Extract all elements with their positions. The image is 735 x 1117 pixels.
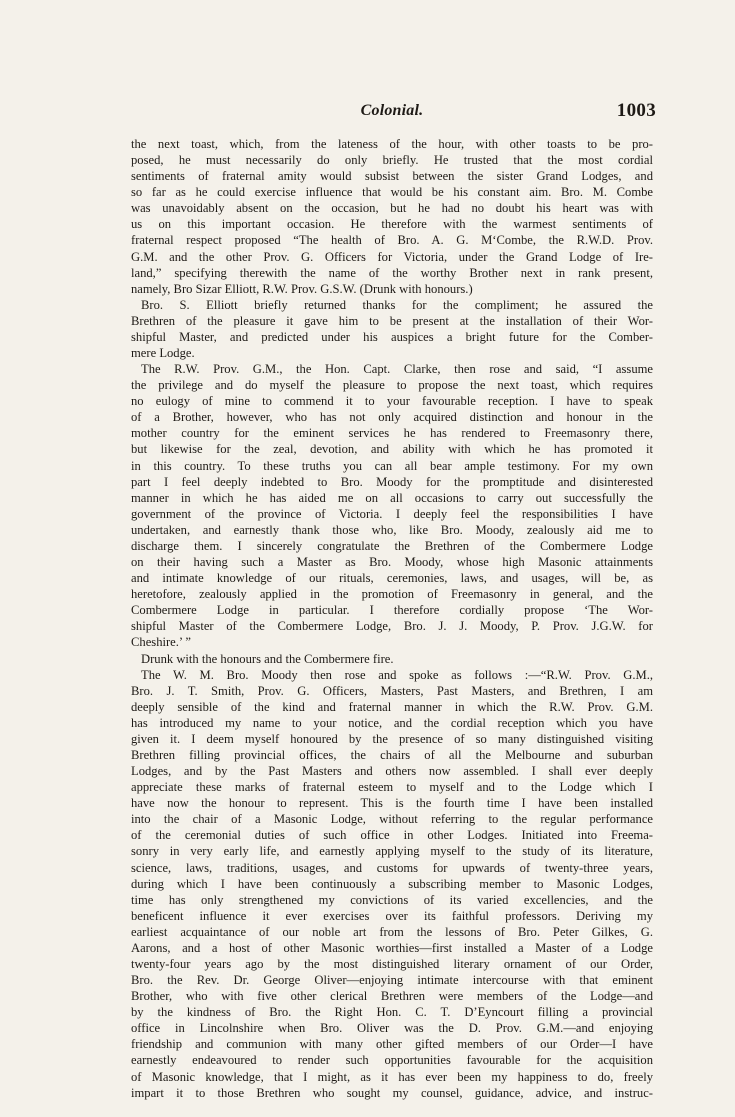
- text-line: have now the honour to represent. This is the fourth time I have been installed: [131, 796, 653, 811]
- text-line: on their having such a Master as Bro. Moody, whose high Masonic attainments: [131, 555, 653, 570]
- text-line: land,” specifying therewith the name of the worthy Brother next in rank present,: [131, 265, 653, 280]
- text-line: discharge them. I sincerely congratulate the Brethren of the Combermere Lodge: [131, 538, 653, 553]
- text-line: earliest acquaintance of our noble art from the lessons of Bro. Peter Gilkes, G.: [131, 924, 653, 939]
- text-line: impart it to those Brethren who sought my counsel, guidance, advice, and instruc-: [131, 1085, 653, 1100]
- text-line: by the kindness of Bro. the Right Hon. C. T. D’Eyncourt filling a provincial: [131, 1005, 653, 1020]
- text-line: fraternal respect proposed “The health of Bro. A. G. M‘Combe, the R.W.D. Prov.: [131, 233, 653, 248]
- text-line: posed, he must necessarily do only briefly. He trusted that the most cordial: [131, 153, 653, 168]
- text-line: Brethren filling provincial offices, the chairs of all the Melbourne and suburban: [131, 747, 653, 762]
- text-line: beneficent influence it ever exercises over its faithful professors. Deriving my: [131, 908, 653, 923]
- text-line: was unavoidably absent on the occasion, but he had no doubt his heart was with: [131, 201, 653, 216]
- text-line: government of the province of Victoria. I deeply feel the responsibilities I have: [131, 506, 653, 521]
- body-text: [131, 136, 653, 1101]
- text-line: shipful Master of the Combermere Lodge, Bro. J. J. Moody, P. Prov. J.G.W. for: [131, 619, 653, 634]
- text-line: Lodges, and by the Past Masters and others now assembled. I shall ever deeply: [131, 764, 653, 779]
- text-line: Cheshire.’ ”: [131, 635, 191, 650]
- text-line: so far as he could exercise influence that would be his constant aim. Bro. M. Combe: [131, 185, 653, 200]
- text-line: Bro. S. Elliott briefly returned thanks for the compliment; he assured the: [141, 297, 653, 312]
- text-line: namely, Bro Sizar Elliott, R.W. Prov. G.S.W. (Drunk with honours.): [131, 281, 473, 296]
- text-line: heretofore, zealously applied in the promotion of Freemasonry in general, and the: [131, 587, 653, 602]
- text-line: office in Lincolnshire when Bro. Oliver was the D. Prov. G.M.—and enjoying: [131, 1021, 653, 1036]
- text-line: the privilege and do myself the pleasure to propose the next toast, which requires: [131, 378, 653, 393]
- text-line: deeply sensible of the kind and fraternal manner in which the R.W. Prov. G.M.: [131, 699, 653, 714]
- text-line: mother country for the eminent services he has rendered to Freemasonry there,: [131, 426, 653, 441]
- text-line: time has only strengthened my convictions of its varied excellencies, and the: [131, 892, 653, 907]
- page-number: 1003: [616, 100, 656, 121]
- text-line: Brethren of the pleasure it gave him to be present at the installation of their Wor-: [131, 313, 653, 328]
- text-line: twenty-four years ago by the most distinguished literary ornament of our Order,: [131, 956, 653, 971]
- text-line: manner in which he has aided me on all occasions to carry out successfully the: [131, 490, 653, 505]
- text-line: shipful Master, and predicted under his auspices a bright future for the Comber-: [131, 329, 653, 344]
- text-line: of Masonic knowledge, that I might, as it has ever been my happiness to do, freely: [131, 1069, 653, 1084]
- text-line: Brother, who with five other clerical Brethren were members of the Lodge—and: [131, 989, 653, 1004]
- text-line: appreciate these marks of fraternal esteem to myself and to the Lodge which I: [131, 780, 653, 795]
- text-line: and intimate knowledge of our rituals, ceremonies, laws, and usages, will be, as: [131, 571, 653, 586]
- text-line: sentiments of fraternal amity would subsist between the sister Grand Lodges, and: [131, 169, 653, 184]
- text-line: The R.W. Prov. G.M., the Hon. Capt. Clarke, then rose and said, “I assume: [141, 362, 653, 377]
- text-line: mere Lodge.: [131, 346, 195, 361]
- text-line: of the ceremonial duties of such office in other Lodges. Initiated into Freema-: [131, 828, 653, 843]
- text-line: sonry in very early life, and earnestly applying myself to the study of its literature,: [131, 844, 653, 859]
- text-line: of a Brother, however, who has not only acquired distinction and honour in the: [131, 410, 653, 425]
- text-line: earnestly endeavoured to render such opportunities favourable for the acquisition: [131, 1053, 653, 1068]
- text-line: friendship and communion with many other gifted members of our Order—I have: [131, 1037, 653, 1052]
- text-line: science, laws, traditions, usages, and customs for upwards of twenty-three years,: [131, 860, 653, 875]
- text-line: into the chair of a Masonic Lodge, without referring to the regular performance: [131, 812, 653, 827]
- text-line: in this country. To these truths you can all bear ample testimony. For my own: [131, 458, 653, 473]
- text-line: undertaken, and earnestly thank those who, like Bro. Moody, zealously aid me to: [131, 522, 653, 537]
- text-line: Aarons, and a host of other Masonic worthies—first installed a Master of a Lodge: [131, 940, 653, 955]
- text-line: Bro. J. T. Smith, Prov. G. Officers, Masters, Past Masters, and Brethren, I am: [131, 683, 653, 698]
- text-line: the next toast, which, from the lateness of the hour, with other toasts to be pro-: [131, 137, 653, 151]
- running-title: Colonial.: [360, 102, 424, 119]
- text-line: Drunk with the honours and the Combermere fire.: [141, 651, 394, 666]
- text-line: G.M. and the other Prov. G. Officers for Victoria, under the Grand Lodge of Ire-: [131, 249, 653, 264]
- text-line: part I feel deeply indebted to Bro. Moody for the promptitude and disinterested: [131, 474, 653, 489]
- text-line: Combermere Lodge in particular. I therefore cordially propose ‘The Wor-: [131, 603, 653, 618]
- running-head: [128, 100, 656, 124]
- text-line: during which I have been continuously a subscribing member to Masonic Lodges,: [131, 876, 653, 891]
- text-line: us on this important occasion. He therefore with the warmest sentiments of: [131, 217, 653, 232]
- text-line: given it. I deem myself honoured by the presence of so many distinguished visiting: [131, 731, 653, 746]
- text-line: but likewise for the zeal, devotion, and ability with which he has promoted it: [131, 442, 653, 457]
- text-line: The W. M. Bro. Moody then rose and spoke as follows :—“R.W. Prov. G.M.,: [141, 667, 653, 682]
- text-line: has introduced my name to your notice, and the cordial reception which you have: [131, 715, 653, 730]
- text-line: no eulogy of mine to commend it to your favourable reception. I have to speak: [131, 394, 653, 409]
- text-line: Bro. the Rev. Dr. George Oliver—enjoying intimate intercourse with that eminent: [131, 973, 653, 988]
